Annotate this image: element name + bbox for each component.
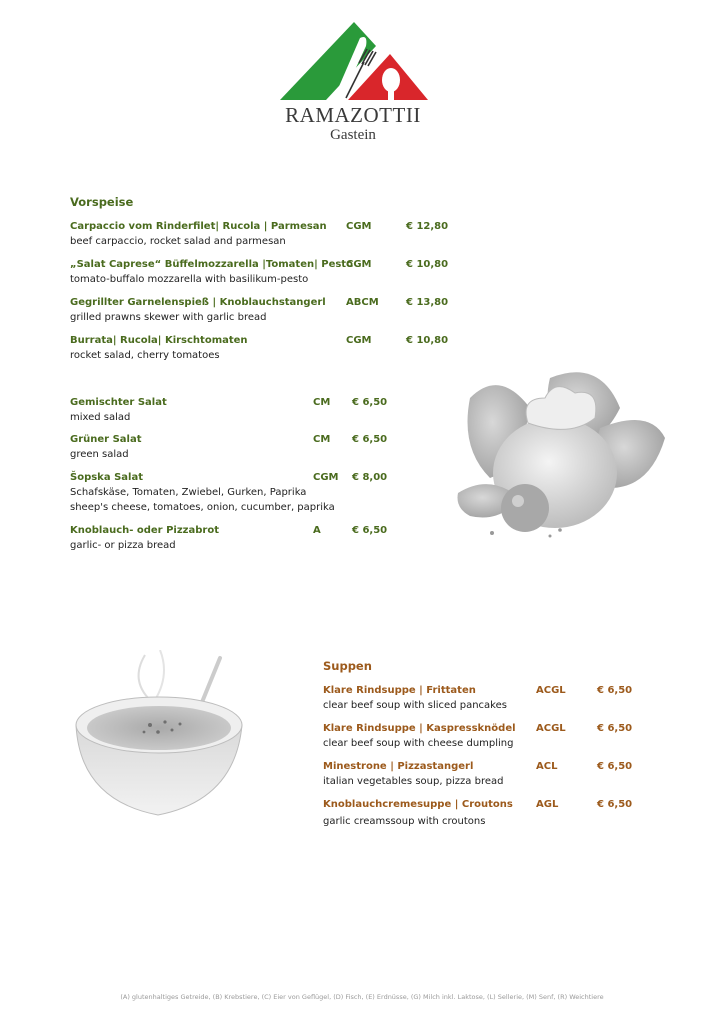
item-allergens: A	[313, 525, 321, 536]
menu-item	[70, 395, 390, 425]
item-allergens: ACGL	[536, 723, 566, 734]
item-allergens: CM	[313, 397, 331, 408]
item-desc: garlic- or pizza bread	[70, 540, 176, 551]
item-allergens: CM	[313, 434, 331, 445]
soup-illustration	[70, 650, 250, 825]
item-name: Gemischter Salat	[70, 397, 167, 408]
item-desc: clear beef soup with sliced pancakes	[323, 700, 507, 711]
item-desc: garlic creamssoup with croutons	[323, 816, 486, 827]
item-name: Carpaccio vom Rinderfilet| Rucola | Parmesan	[70, 221, 327, 232]
item-price: € 8,00	[352, 472, 388, 483]
section-title-suppen: Suppen	[323, 659, 372, 673]
item-price: € 6,50	[597, 761, 633, 772]
item-desc: beef carpaccio, rocket salad and parmesan	[70, 236, 286, 247]
item-allergens: ABCM	[346, 297, 379, 308]
item-allergens: CGM	[313, 472, 339, 483]
brand-location: Gastein	[330, 127, 376, 143]
item-price: € 6,50	[352, 397, 388, 408]
item-allergens: CGM	[346, 335, 372, 346]
item-desc: Schafskäse, Tomaten, Zwiebel, Gurken, Paprika	[70, 487, 307, 498]
item-name: Knoblauchcremesuppe | Croutons	[323, 799, 513, 810]
item-price: € 6,50	[597, 685, 633, 696]
item-desc: green salad	[70, 449, 129, 460]
item-price: € 6,50	[597, 723, 633, 734]
menu-item	[70, 295, 450, 325]
item-price: € 6,50	[352, 525, 388, 536]
item-desc: italian vegetables soup, pizza bread	[323, 776, 504, 787]
item-allergens: CGM	[346, 221, 372, 232]
item-price: € 12,80	[406, 221, 449, 232]
menu-item	[70, 219, 450, 249]
item-price: € 6,50	[352, 434, 388, 445]
section-title-vorspeise: Vorspeise	[70, 195, 134, 209]
item-allergens: ACL	[536, 761, 558, 772]
item-name: Burrata| Rucola| Kirschtomaten	[70, 335, 248, 346]
item-desc: tomato-buffalo mozzarella with basilikum-pesto	[70, 274, 309, 285]
item-name: Šopska Salat	[70, 472, 143, 483]
item-desc: clear beef soup with cheese dumpling	[323, 738, 514, 749]
item-desc: rocket salad, cherry tomatoes	[70, 350, 220, 361]
menu-item	[70, 257, 450, 287]
item-name: Klare Rindsuppe | Frittaten	[323, 685, 476, 696]
brand-block	[278, 104, 428, 144]
menu-item	[323, 759, 633, 789]
item-name: Gegrillter Garnelenspieß | Knoblauchstangerl	[70, 297, 326, 308]
item-name: „Salat Caprese“ Büffelmozzarella |Tomaten| Pesto	[70, 259, 353, 270]
item-name: Grüner Salat	[70, 434, 142, 445]
item-name: Klare Rindsuppe | Kaspressknödel	[323, 723, 516, 734]
item-allergens: ACGL	[536, 685, 566, 696]
menu-item	[70, 523, 390, 553]
menu-item	[323, 683, 633, 713]
menu-item	[323, 797, 633, 829]
item-price: € 10,80	[406, 335, 449, 346]
allergen-legend: (A) glutenhaltiges Getreide, (B) Krebstiere, (C) Eier von Geflügel, (D) Fisch, (E) Erdnüsse, (G) Milch inkl. Laktose, (L) Sellerie, (M) Senf, (R) Weichtiere	[120, 993, 604, 1001]
brand-name: RAMAZOTTII	[285, 103, 421, 127]
item-price: € 6,50	[597, 799, 633, 810]
item-price: € 10,80	[406, 259, 449, 270]
vegetables-illustration	[450, 368, 670, 543]
menu-item	[70, 333, 450, 363]
item-allergens: AGL	[536, 799, 559, 810]
item-name: Minestrone | Pizzastangerl	[323, 761, 474, 772]
item-price: € 13,80	[406, 297, 449, 308]
menu-item	[70, 432, 390, 462]
logo-graphic	[278, 18, 438, 108]
item-allergens: CGM	[346, 259, 372, 270]
item-name: Knoblauch- oder Pizzabrot	[70, 525, 219, 536]
menu-item	[70, 470, 390, 515]
item-desc: grilled prawns skewer with garlic bread	[70, 312, 267, 323]
menu-item	[323, 721, 633, 751]
item-desc: mixed salad	[70, 412, 131, 423]
item-desc-english: sheep's cheese, tomatoes, onion, cucumber, paprika	[70, 502, 335, 513]
